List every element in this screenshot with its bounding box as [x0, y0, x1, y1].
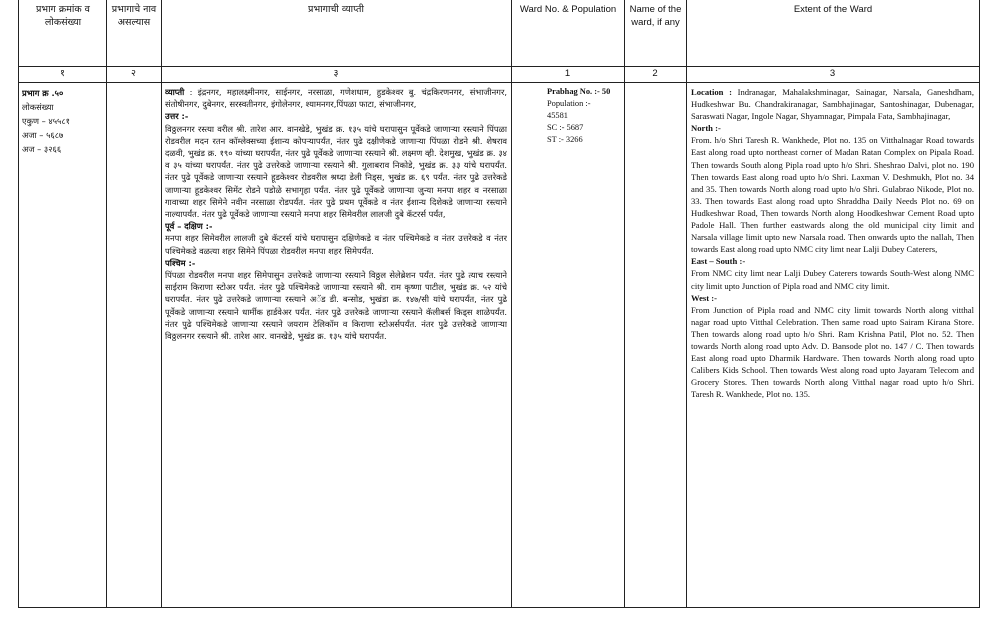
st-population-en: ST :- 3266 — [547, 135, 583, 145]
column-number: 1 — [564, 68, 571, 79]
header-ward-number-population: प्रभाग क्रमांक व लोकसंख्या — [36, 4, 90, 28]
ward-extent-english — [691, 86, 974, 606]
total-population: एकुण – ४५५८१ — [22, 116, 70, 126]
ward-info-marathi — [22, 86, 104, 156]
prabhag-number: Prabhag No. :- 50 — [547, 87, 611, 96]
column-number: 2 — [652, 68, 658, 79]
west-label: पश्चिम :- — [165, 257, 196, 268]
header-ward-no-population-en: Ward No. & Population — [519, 4, 617, 15]
column-number: २ — [131, 68, 136, 79]
col-divider — [511, 0, 512, 607]
row-divider — [19, 66, 979, 67]
row-divider — [19, 82, 979, 83]
st-population: अज – ३२६६ — [22, 144, 62, 154]
population-label-en: Population :- — [547, 99, 591, 109]
location-label: व्याप्ती — [165, 87, 185, 97]
ward-info-english — [547, 86, 621, 146]
header-ward-extent: प्रभागाची व्याप्ती — [308, 4, 364, 15]
column-number: ३ — [333, 68, 339, 79]
north-label: उत्तर :- — [165, 111, 189, 122]
east-south-text: मनपा शहर सिमेवरील लालजी दुबे कॅटरर्स यांचे घरापासुन दक्षिणेकडे व नंतर पश्चिमेकडे व नंतर उत्तरेकडे व नंतर पश्चिमेकडे वळत्या शहर सिमेने पिंपळा रोडवरील मनपा शहर सिमेपर्यंत. — [165, 233, 507, 256]
west-text-en: From Junction of Pipla road and NMC city limit towards North along vitthal nagar road upto Vitthal Celebration. Then same road upto Sairam Kirana Store. Then towards along road upto h/o Shri. Ram Krishna Patil, Plot no. 52. Then towards North along road upto Adv. D. Bansode plot no. 147 / C. Then towards East along road upto Dharmik Hardware. Then towards North along road upto Calibers Kids School. Then towards West along road upto Jayaram Telecom and Grocery Stores. Then towards North along Vitthal nagar road upto h/o Shri. Taresh R. Wankhede, Plot no. 135. — [691, 304, 974, 400]
west-text: पिंपळा रोडवरील मनपा शहर सिमेपासुन उत्तरेकडे जाणाऱ्या रस्त्याने विठ्ठल सेलेब्रेशन पर्यंत. नंतर पुढे त्याच रस्त्याने साईराम किराणा स्टोअर पर्यंत. नंतर पुढे पश्चिमेकडे जाणाऱ्या रस्त्याने श्री. राम कृष्णा पाटील, भुखंड क्र. ५२ यांचे घरापर्यंत. नंतर पुढे उत्तरेकडे जाणाऱ्या रस्त्याने अॅड डी. बन्सोड, भुखंडा क्र. १४७/सी यांचे घरापर्यंत, नंतर पुढे पूर्वेकडे जाणाऱ्या रस्त्याने धार्मीक हार्डवेअर पर्यंत. नंतर पुढे उत्तरेकडे जाणाऱ्या रस्त्याने कॅलीबर्स किड्स शाळेपर्यंत. नंतर पुढे पश्चिमेकडे जाणाऱ्या रस्त्याने जयराम टेलिकॉम व किराणा स्टोअर्सपर्यंत. नंतर पुढे उत्तरेकडे जाणाऱ्या विठ्ठलनगर रस्त्याने श्री. तारेश आर. वानखेडे, भुखंड क्र. १३५ यांचे घरापर्यंत. — [165, 270, 507, 342]
location-label-en: Location : — [691, 87, 732, 97]
col-divider — [686, 0, 687, 607]
east-south-label-en: East – South :- — [691, 256, 746, 267]
ward-extent-marathi — [165, 86, 507, 606]
column-number: 3 — [829, 68, 836, 79]
column-number: १ — [60, 68, 65, 79]
ward-table — [18, 0, 980, 608]
sc-population: अजा – ५६८७ — [22, 130, 64, 140]
north-text: विठ्ठलनगर रस्त्या वरील श्री. तारेश आर. वानखेडे, भुखंड क्र. १३५ यांचे घरापासुन पूर्वेकडे जाणाऱ्या रस्त्याने पिंपळा रोडवरील मदन रतन कॉम्लेक्सच्या ईशान्य कोपऱ्यापर्यंत, नंतर पुढे दक्षीणेकडे जाणाऱ्या पिंपळा रोडने श्री. शेषराव दळवी, भुखंड क्र. १९० यांच्या घरापर्यंत, नंतर पुढे पूर्वेकडे जाणाऱ्या रस्त्याने श्री. लक्ष्मण व्ही. देशमुख, भुखंड क्र. ३४ व ३५ यांच्या घरापर्यंत. नंतर पुढे उत्तरेकडे जाणाऱ्या रस्त्याने श्री. गुलाबराव निकोडे, भुखंड क्र. ३३ यांचे घरापर्यंत. नंतर पुढे पूर्वेकडे जाणाऱ्या रस्त्याने हूडकेश्वर रोडवरील श्रध्दा डेली निड्स, भुखंड क्र. ६९ पर्यंत. नंतर पुढे उत्तरेकडे जाणाऱ्या हूडकेश्वर सिमेंट रोडने पडोळे सभागृहा पर्यंत. नंतर पुढे पूर्वेकडे जाणाऱ्या जुन्या मनपा शहर व नरसाळा गावाच्या शहर सिमेने नवीन नरसाळा रोडपर्यंत. नंतर पुढे प्रथम पूर्वेकडे व नंतर ईशान्य दिशेकडे जाणाऱ्या रस्त्याने नाल्यापर्यंत. नंतर पुढे पूर्वेकडे जाणाऱ्या रस्त्याने मनपा शहर सिमेवरील लालजी दुबे कॅटरर्स पर्यंत, — [165, 123, 507, 220]
header-ward-name-en: Name of the ward, if any — [629, 4, 682, 28]
population-value-en: 45581 — [547, 111, 568, 121]
col-divider — [161, 0, 162, 607]
header-ward-extent-en: Extent of the Ward — [793, 4, 873, 15]
population-label: लोकसंख्या — [22, 102, 54, 112]
east-south-label: पूर्व – दक्षिण :- — [165, 221, 213, 232]
east-south-text-en: From NMC city limt near Lalji Dubey Caterers towards South-West along NMC city limit upto Junction of Pipla road and NMC city limit. — [691, 268, 974, 291]
west-label-en: West :- — [691, 292, 718, 303]
north-label-en: North :- — [691, 123, 721, 134]
sc-population-en: SC :- 5687 — [547, 123, 584, 133]
header-ward-name: प्रभागाचे नाव असल्यास — [111, 4, 157, 28]
col-divider — [106, 0, 107, 607]
north-text-en: From. h/o Shri Taresh R. Wankhede, Plot no. 135 on Vitthalnagar Road towards East along road upto northeast corner of Madan Ratan Complex on Pipala Road. Then towards South along Pipla road upto h/o Shri. Sheshrao Dalvi, plot no. 190 Then towards East along road upto h/o Shri. Laxman V. Deshmukh, Plot no. 34 and 35. Then towards North along road upto h/o Shri. Gulabrao Nikode, Plot no. 33. Then towards East along road upto Shraddha Daily Needs Plot no. 69 on Hudkeshwar Road, Then towards North along Hoodkeshwar Cement Road upto Padole Hall. Then further eastwards along the old municipal city limit and Narsala village limit upto new Narsala road. Then onwards upto the nallah, Then towards East along road upto NMC city limt near Lalji Dubey Caterers, — [691, 135, 974, 255]
ward-title: प्रभाग क्र .५० — [22, 88, 64, 98]
location-text-en: Indranagar, Mahalakshminagar, Sainagar, Narsala, Ganeshdham, Hudkeshwar Bu. Chandrakiranagar, Sambhajinagar, Santoshinagar, Dubenagar, Saraswati Nagar, Ingole Nagar, Shyamnagar, Pimpala Fata, Sambhajinagar, — [691, 87, 974, 122]
col-divider — [624, 0, 625, 607]
location-text: : इंद्रनगर, महालक्ष्मीनगर, साईनगर, नरसाळा, गणेशधाम, हुडकेश्वर बु. चंद्रकिरणनगर, संभाजीनगर, संतोषीनगर, दुबेनगर, सरस्वतीनगर, इंगोलेनगर, श्यामनगर,पिंपळा फाटा, संभाजीनगर, — [165, 87, 507, 110]
